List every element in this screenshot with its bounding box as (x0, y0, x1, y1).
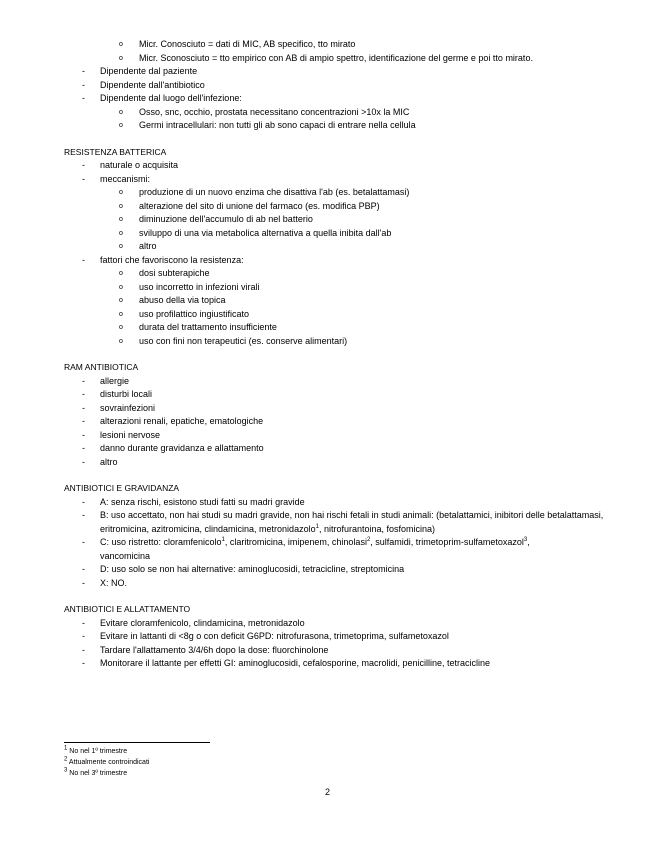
bullet-marker: o (119, 54, 123, 62)
dash-marker: - (82, 577, 85, 588)
bullet-marker: o (119, 108, 123, 116)
bullet-marker: o (119, 270, 123, 277)
footnote: $^3$ No nel 3º trimestre (64, 767, 128, 777)
list-item: - alterazioni renali, epatiche, ematologiche (64, 415, 604, 429)
page-number: 2 (324, 787, 330, 797)
bullet-marker: o (119, 229, 123, 237)
list-item: - meccanismi: (64, 173, 604, 187)
dash-marker: - (82, 537, 85, 547)
list-item: o dosi subterapiche (64, 267, 604, 281)
footnote-ref: 1 (221, 537, 225, 543)
dash-marker: - (82, 416, 85, 426)
dash-marker: - (82, 402, 85, 413)
dash-marker: - (82, 79, 85, 90)
list-item: o durata del trattamento insufficiente (64, 321, 604, 335)
list-item: - altro (64, 456, 604, 470)
list-item: o alterazione del sito di unione del farmaco (es. modifica PBP) (64, 200, 604, 214)
dash-marker: - (82, 66, 85, 76)
list-item: o diminuzione dell'accumulo di ab nel batterio (64, 213, 604, 227)
dash-marker: - (82, 443, 85, 453)
list-item: - Evitare in lattanti di <8g o con deficit G6PD: nitrofurasona, trimetoprima, sulfametoxazol (64, 630, 604, 644)
dash-marker: - (82, 631, 85, 641)
list-item: - X: NO. (64, 577, 604, 591)
document-body (64, 38, 604, 671)
list-item: o uso incorretto in infezioni virali (64, 281, 604, 295)
bullet-marker: o (119, 216, 123, 223)
list-item: - D: uso solo se non hai alternative: aminoglucosidi, tetracicline, streptomicina (64, 563, 604, 577)
section-heading: RESISTENZA BATTERICA (64, 146, 167, 157)
list-item: - lesioni nervose (64, 429, 604, 443)
list-item: o uso con fini non terapeutici (es. conserve alimentari) (64, 335, 604, 349)
list-item: - Dipendente dal luogo dell'infezione: (64, 92, 604, 106)
dash-marker: - (82, 429, 85, 440)
dash-marker: - (82, 564, 85, 574)
dash-marker: - (82, 456, 85, 467)
list-item: o sviluppo di una via metabolica alternativa a quella inibita dall'ab (64, 227, 604, 241)
footnote: $^2$ Attualmente controindicati (64, 756, 150, 766)
bullet-marker: o (119, 122, 123, 129)
footnotes (64, 746, 149, 779)
dash-marker: - (82, 658, 85, 668)
footnote-ref: 3 (523, 537, 528, 543)
footnote-ref: 2 (366, 537, 371, 543)
dash-marker: - (82, 389, 85, 399)
list-item: o Micr. Sconosciuto = tto empirico con AB di ampio spettro, identificazione del germe e poi tto mirato. (64, 52, 604, 66)
list-item: - Evitare cloramfenicolo, clindamicina, metronidazolo (64, 617, 604, 631)
dash-marker: - (82, 160, 85, 170)
list-item: - Tardare l'allattamento 3/4/6h dopo la dose: fluorchinolone (64, 644, 604, 658)
dash-marker: - (82, 254, 85, 265)
list-item: o Micr. Conosciuto = dati di MIC, AB specifico, tto mirato (64, 38, 604, 52)
section-heading: ANTIBIOTICI E ALLATTAMENTO (64, 604, 191, 614)
list-item: - C: uso ristretto: cloramfenicolo$^1$, claritromicina, imipenem, chinolasi$^2$, sulfamidi, trimetoprim-sulfametoxazol$^3$, (64, 536, 604, 550)
section-heading: ANTIBIOTICI E GRAVIDANZA (64, 483, 180, 493)
bullet-marker: o (119, 283, 123, 291)
bullet-marker: o (119, 202, 123, 210)
footnote-separator (64, 742, 210, 743)
bullet-marker: o (119, 189, 123, 196)
list-item: o altro (64, 240, 604, 254)
list-item: o uso profilattico ingiustificato (64, 308, 604, 322)
list-item: - naturale o acquisita (64, 159, 604, 173)
bullet-marker: o (119, 324, 123, 331)
list-item: - Monitorare il lattante per effetti GI: aminoglucosidi, cefalosporine, macrolidi, penicilline, tetracicline (64, 657, 604, 671)
list-item: o Osso, snc, occhio, prostata necessitano concentrazioni >10x la MIC (64, 106, 604, 120)
bullet-marker: o (119, 297, 123, 304)
list-item: - Dipendente dall'antibiotico (64, 79, 604, 93)
list-item: - allergie (64, 375, 604, 389)
list-item: - B: uso accettato, non hai studi su madri gravide, non hai rischi fetali in studi animali: (betalattamici, inibitori delle betalattamasi, eritromicina, azitromicina, clindamicina, metronidazolo$^1$, nitrofurantoina, fosfomicina) (82, 510, 604, 534)
list-item: - Dipendente dal paziente (64, 65, 604, 79)
list-item: o abuso della via topica (64, 294, 604, 308)
list-item: o produzione di un nuovo enzima che disattiva l'ab (es. betalattamasi) (64, 186, 604, 200)
list-item: - sovrainfezioni (64, 402, 604, 416)
dash-marker: - (82, 93, 85, 103)
dash-marker: - (82, 375, 85, 386)
dash-marker: - (82, 617, 85, 628)
dash-marker: - (82, 510, 85, 520)
list-item: - A: senza rischi, esistono studi fatti su madri gravide (64, 496, 604, 510)
dash-marker: - (82, 644, 85, 655)
bullet-marker: o (119, 41, 123, 48)
bullet-marker: o (119, 337, 123, 345)
dash-marker: - (82, 496, 85, 507)
section-heading: RAM ANTIBIOTICA (64, 362, 139, 372)
footnote: $^1$ No nel 1º trimestre (64, 745, 128, 755)
list-item-continuation: vancomicina (100, 550, 151, 561)
bullet-marker: o (119, 310, 123, 318)
list-item: - fattori che favoriscono la resistenza: (64, 254, 604, 268)
footnote-ref: 1 (315, 523, 319, 530)
dash-marker: - (82, 173, 85, 184)
bullet-marker: o (119, 243, 123, 250)
list-item: - disturbi locali (64, 388, 604, 402)
list-item: - danno durante gravidanza e allattamento (64, 442, 604, 456)
list-item: o Germi intracellulari: non tutti gli ab sono capaci di entrare nella cellula (64, 119, 604, 133)
